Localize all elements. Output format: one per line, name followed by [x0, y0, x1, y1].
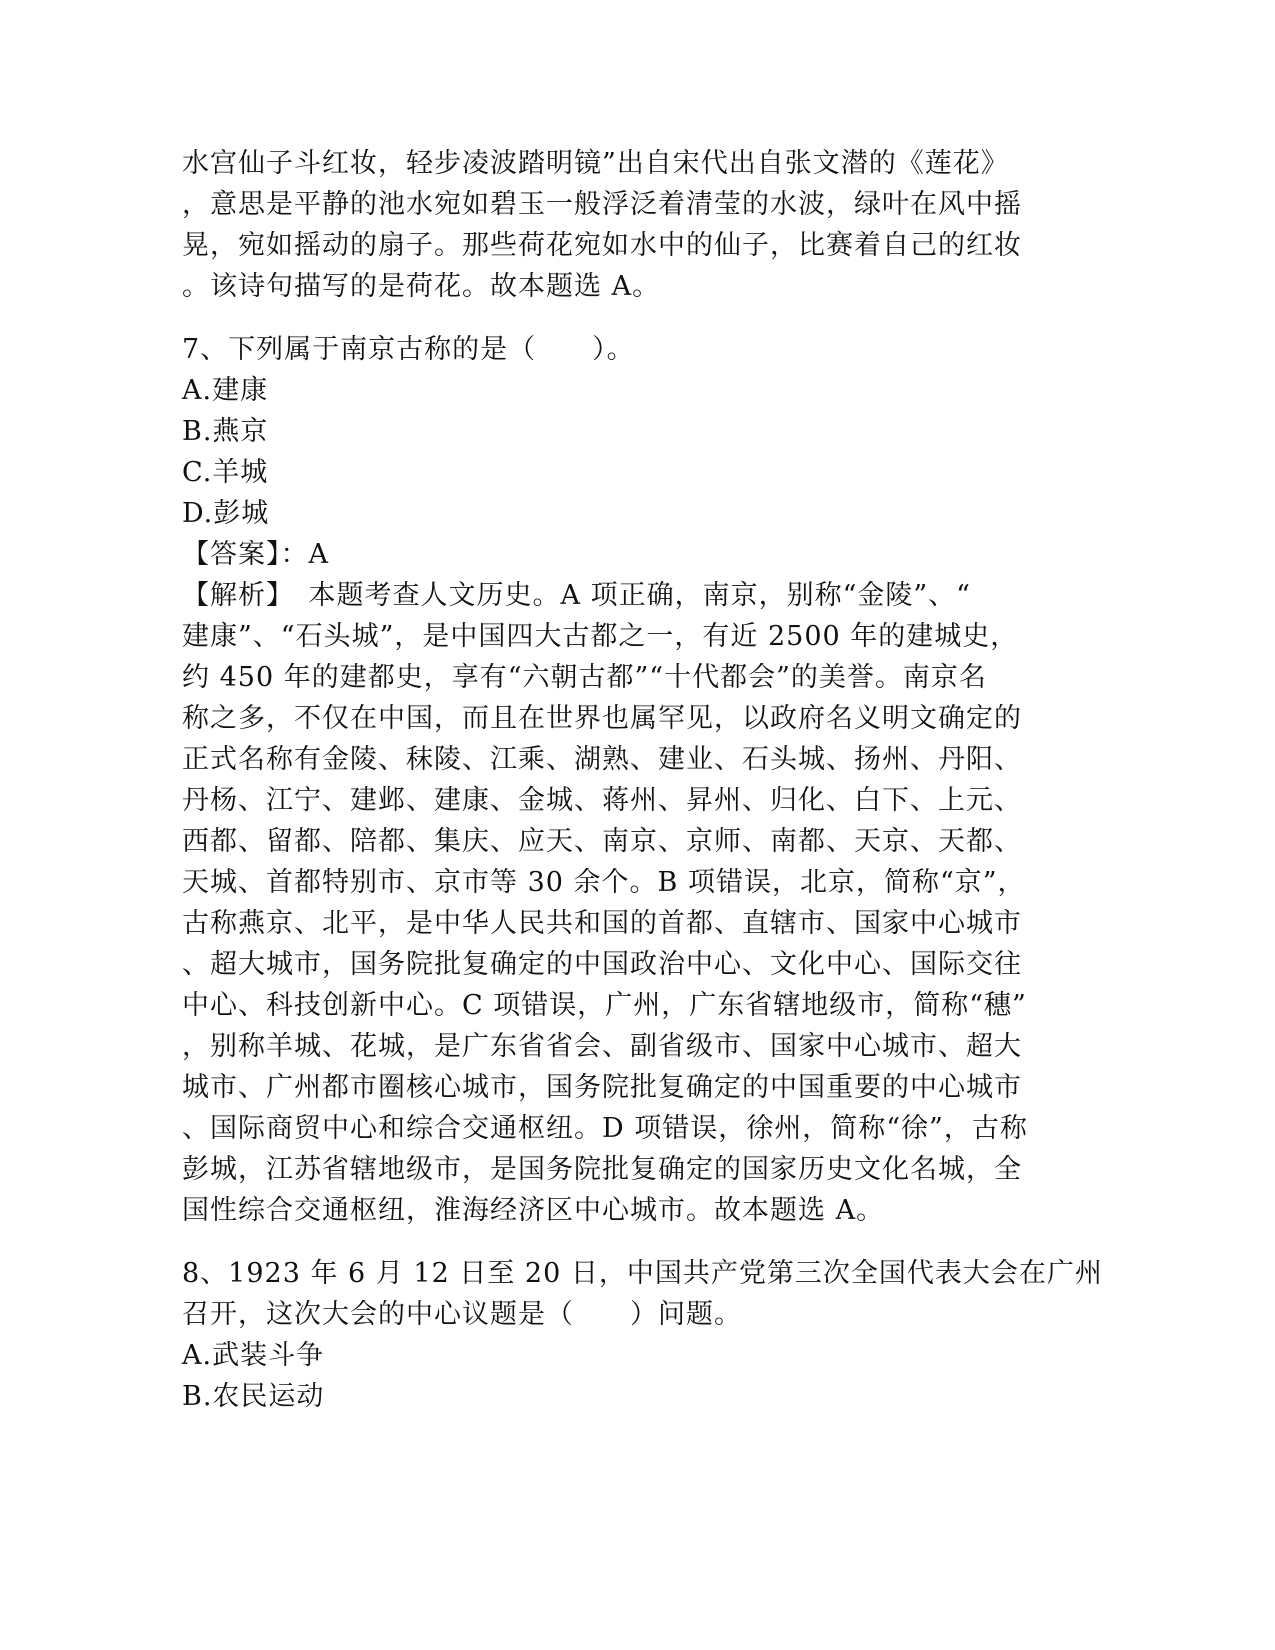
- spacer: [182, 307, 1042, 329]
- question-8: [182, 1253, 1103, 1417]
- option-c: C.羊城: [182, 457, 269, 488]
- question-text: 召开，这次大会的中心议题是（ ）问题。: [182, 1299, 742, 1330]
- question-text: 8、1923 年 6 月 12 日至 20 日，中国共产党第三次全国代表大会在广州: [182, 1258, 1103, 1289]
- question-7: [182, 329, 1042, 1231]
- analysis-line: 彭城，江苏省辖地级市，是国务院批复确定的国家历史文化名城，全: [182, 1154, 1022, 1185]
- analysis-line: ，别称羊城、花城，是广东省省会、副省级市、国家中心城市、超大: [182, 1031, 1022, 1062]
- analysis-line: 、国际商贸中心和综合交通枢纽。D 项错误，徐州，简称“徐”，古称: [182, 1113, 1028, 1144]
- analysis-line: 建康”、“石头城”，是中国四大古都之一，有近 2500 年的建城史，: [182, 621, 1019, 652]
- analysis-line: 丹杨、江宁、建邺、建康、金城、蒋州、昇州、归化、白下、上元、: [182, 785, 1022, 816]
- analysis-line: 、超大城市，国务院批复确定的中国政治中心、文化中心、国际交往: [182, 949, 1022, 980]
- document-page: [182, 143, 1103, 1417]
- analysis-line: 西都、留都、陪都、集庆、应天、南京、京师、南都、天京、天都、: [182, 826, 1022, 857]
- analysis-line: 中心、科技创新中心。C 项错误，广州，广东省辖地级市，简称“穗”: [182, 990, 1027, 1021]
- text-line: ，意思是平静的池水宛如碧玉一般浮泛着清莹的水波，绿叶在风中摇: [182, 189, 1022, 220]
- analysis-line: 【解析】 本题考查人文历史。A 项正确，南京，别称“金陵”、“: [182, 580, 971, 611]
- previous-explanation: [182, 143, 1042, 307]
- spacer: [182, 1231, 1042, 1253]
- option-b: B.燕京: [182, 416, 269, 447]
- text-line: 水宫仙子斗红妆，轻步凌波踏明镜”出自宋代出自张文潜的《莲花》: [182, 148, 1009, 179]
- option-b: B.农民运动: [182, 1381, 325, 1412]
- analysis-line: 称之多，不仅在中国，而且在世界也属罕见，以政府名义明文确定的: [182, 703, 1022, 734]
- option-a: A.建康: [182, 375, 269, 406]
- analysis-line: 国性综合交通枢纽，淮海经济区中心城市。故本题选 A。: [182, 1195, 885, 1226]
- analysis-line: 城市、广州都市圈核心城市，国务院批复确定的中国重要的中心城市: [182, 1072, 1022, 1103]
- analysis-line: 正式名称有金陵、秣陵、江乘、湖熟、建业、石头城、扬州、丹阳、: [182, 744, 1022, 775]
- analysis-line: 古称燕京、北平，是中华人民共和国的首都、直辖市、国家中心城市: [182, 908, 1022, 939]
- analysis-line: 天城、首都特别市、京市等 30 余个。B 项错误，北京，简称“京”，: [182, 867, 1026, 898]
- option-a: A.武装斗争: [182, 1340, 325, 1371]
- option-d: D.彭城: [182, 498, 270, 529]
- question-text: 7、下列属于南京古称的是（ ）。: [182, 334, 635, 365]
- answer-line: 【答案】：A: [182, 539, 329, 570]
- analysis-line: 约 450 年的建都史，享有“六朝古都”“十代都会”的美誉。南京名: [182, 662, 987, 693]
- text-line: 晃，宛如摇动的扇子。那些荷花宛如水中的仙子，比赛着自己的红妆: [182, 230, 1022, 261]
- analysis: [182, 575, 1042, 1231]
- text-line: 。该诗句描写的是荷花。故本题选 A。: [182, 271, 661, 302]
